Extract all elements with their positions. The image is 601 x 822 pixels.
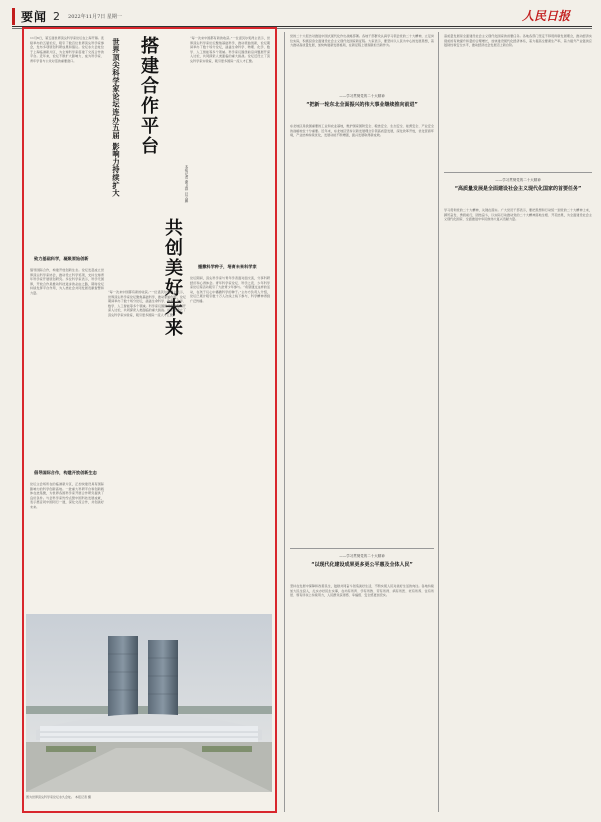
photo-caption: 图为世界顶尖科学家论坛永久会址。 本报记者 摄 (26, 795, 91, 799)
right-column-text: 东北地区是我国重要的工业和农业基地，维护国家国防安全、粮食安全、生态安全、能源安全、产业安全的战略地位十分重要。近年来，东北地区坚持以新发展理念引领高质量发展，深化改革开放，优化营商环境，产业结构持续优化，发展动能不断增强，振兴发展取得新成效。 (290, 124, 434, 138)
article-body-column: 倡导国际合作，构建开放创新生态。论坛发起成立世界顶尖科学家协会，推动设立科学奖项，支持全球青年科学家开展原创研究。多位科学家表示，科学无国界，开放合作是推动科技进步的必由之路，期待论坛持续发挥平台作用，为人类社会共同发展贡献智慧和力量。 (30, 268, 104, 295)
article-body-column: 论坛期间，顶尖科学家与青年学者面对面交流，分享科研经历和心得体会。青年科学家论坛、科学之夜、少年科学家论坛等活动吸引了大批青少年参与。“希望通过这样的活动，在孩子们心中播撒科学的种子。”主办方负责人介绍，论坛已累计吸引数十万人次线上线下参与，科学精神得到广泛传播。 (190, 276, 270, 303)
article-title: “高质量发展是全面建设社会主义现代化国家的首要任务” (454, 186, 582, 192)
article-body-column: 论坛主会场所在的临港新片区，正加快建设具有国际影响力的科学创新高地。一批重大科研平台和创新载体在此集聚，为世界各国科学家开展合作研究提供了良好条件。与会科学家纷纷点赞中国科技发展成就，表示愿意同中国同行一道，深化交流合作，共创美好未来。 (30, 482, 104, 509)
article-body-column: “每一次来中国都有新的收获。”一位诺贝尔奖得主表示，世界顶尖科学家论坛聚焦基础科学，推动原始创新，论坛期间举办了数十场分论坛，涵盖生命科学、物理、化学、数学、人工智能等多个领域。科学家们围绕前沿问题展开深入讨论，共同探索人类面临的重大挑战。论坛还设立了顶尖科学家实验室，吸引更多国际一流人才汇聚。 (190, 36, 270, 63)
article-separator (444, 172, 592, 173)
article-body-column: “每一次来中国都有新的收获。”一位诺贝尔奖得主表示，世界顶尖科学家论坛聚焦基础科学，推动原始创新，论坛期间举办了数十场分论坛，涵盖生命科学、物理、化学、数学、人工智能等多个领域。科学家们围绕前沿问题展开深入讨论，共同探索人类面临的重大挑战。论坛还设立了顶尖科学家实验室，吸引更多国际一流人才汇聚。 (108, 290, 186, 317)
article-subtitle: 世界顶尖科学家论坛连办五届 影响力持续扩大 (112, 38, 121, 198)
article-subhead: 播撒科学种子，培育未来科学家 (198, 264, 257, 269)
headline-line-1: 搭建合作平台 (138, 36, 159, 156)
article-kicker: ——学习贯彻党的二十大精神 (495, 178, 541, 182)
section-title: 要闻 (12, 8, 47, 25)
column-divider (284, 32, 285, 812)
right-column-text: 学习贯彻党的二十大精神，关键在落实。广大党员干部表示，要把思想和行动统一到党的二十大精神上来，踔厉奋发、勇毅前行，团结奋斗，以实际行动推动党的二十大精神落地生根、开花结果，为全面建设社会主义现代化国家、全面推进中华民族伟大复兴贡献力量。 (444, 208, 592, 222)
right-column-text: 高质量发展是全面建设社会主义现代化国家的首要任务。各地各部门坚定不移贯彻新发展理念，推动经济实现质的有效提升和量的合理增长，加快建设现代化经济体系，着力提高全要素生产率，着力提升产业链供应链韧性和安全水平，推动经济社会发展迈上新台阶。 (444, 34, 592, 48)
article-title: “以现代化建设成果更多更公平惠及全体人民” (311, 562, 413, 568)
masthead (12, 6, 592, 26)
article-kicker: ——学习贯彻党的二十大精神 (339, 94, 385, 98)
venue-photo-illustration (26, 614, 272, 792)
page-number: 2 (53, 9, 61, 23)
article-kicker: ——学习贯彻党的二十大精神 (339, 554, 385, 558)
right-column-text: 党的二十大报告对推进中国式现代化作出战略部署。各地干部群众认真学习领会党的二十大精神，立足岗位实际，积极投身全面建设社会主义现代化国家新征程。大家表示，要坚持以人民为中心的发展思想，着力推动高质量发展，加快构建新发展格局，在新征程上展现新担当新作为。 (290, 34, 434, 48)
article-subhead: 致力基础科学，凝聚原始创新 (34, 256, 89, 261)
newspaper-logo: 人民日报 (521, 9, 570, 23)
issue-date: 2022年11月7日 星期一 (68, 13, 122, 20)
article-body-column: 11月6日，第五届世界顶尖科学家论坛在上海开幕。连续举办的五届论坛，吸引了数百位世界顶尖科学家参会，发布多项原创科研成果和倡议。论坛永久会址位于上海临港新片区，为全球科学家搭建了交流合作的平台。近年来，论坛不断扩大影响力，成为科学家、青年学者与公众对话的重要窗口。 (30, 36, 104, 63)
column-divider (438, 32, 439, 812)
right-column-text: 坚持在发展中保障和改善民生，鼓励共同奋斗创造美好生活，不断实现人民对美好生活的向往。各地持续加大民生投入，扎实办好民生实事，在幼有所育、学有所教、劳有所得、病有所医、老有所养、住有所居、弱有所扶上持续用力，人民群众获得感、幸福感、安全感更加充实。 (290, 584, 434, 598)
article-separator (290, 548, 434, 549)
venue-photo (26, 614, 272, 792)
article-byline: 本报记者 谢卫群 巨云鹏 (185, 165, 189, 203)
headline-line-2: 共创美好未来 (162, 218, 183, 338)
article-subhead: 倡导国际合作，构建开放创新生态 (34, 470, 97, 475)
article-title: “把新一轮东北全面振兴的伟大事业继续推向前进” (306, 102, 418, 108)
